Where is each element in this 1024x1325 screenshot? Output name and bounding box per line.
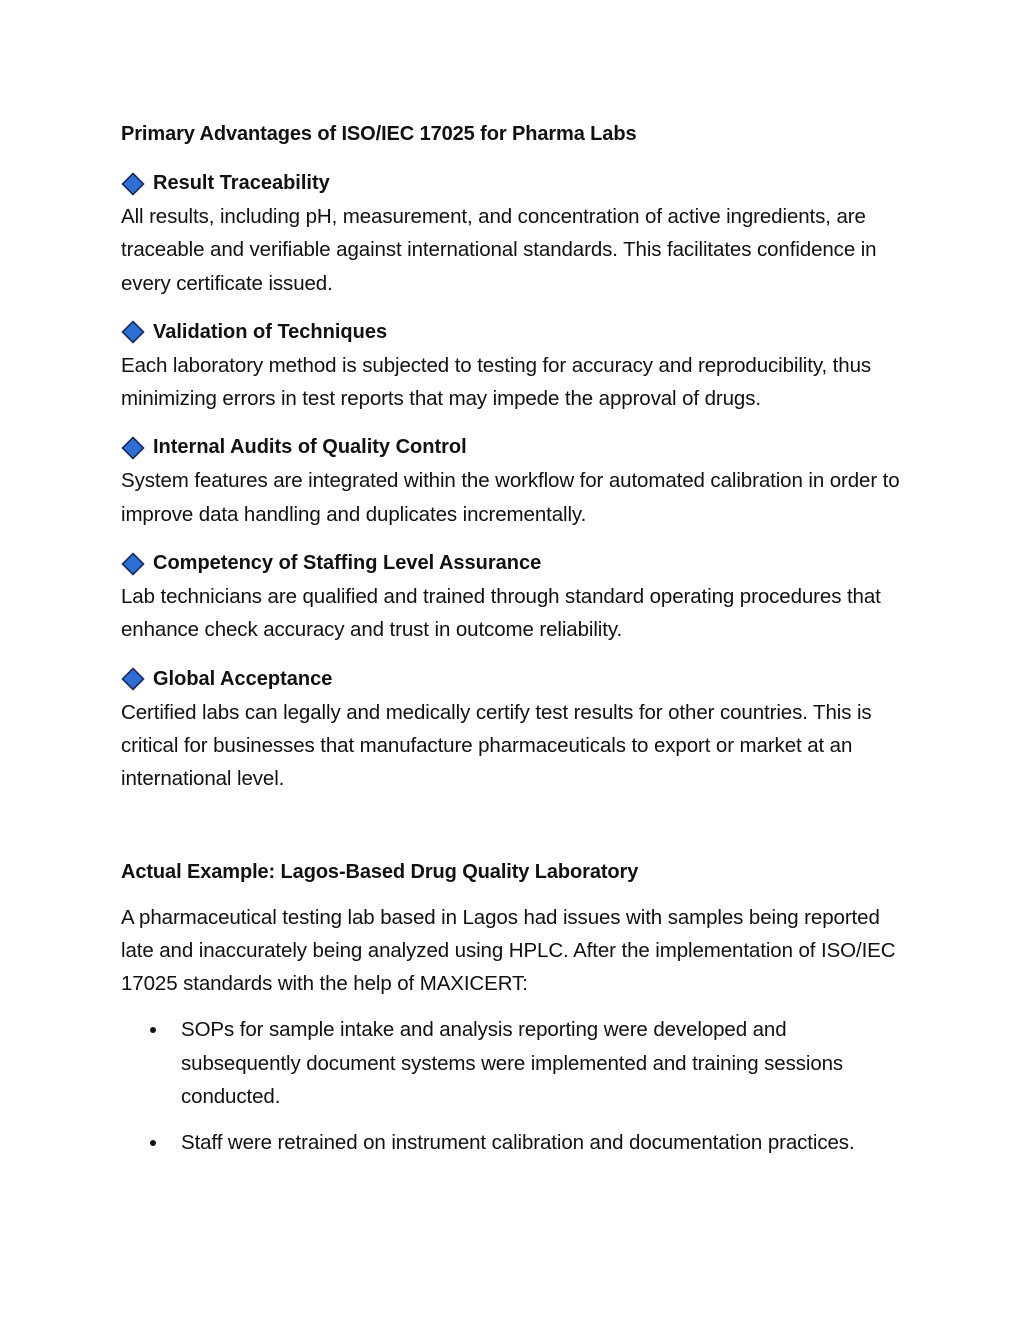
list-item-text: Staff were retrained on instrument calibration and documentation practices. — [181, 1131, 855, 1155]
blue-diamond-icon — [121, 172, 145, 196]
advantage-body: System features are integrated within the workflow for automated calibration in order to improve data handling and duplicates incrementally. — [121, 469, 900, 526]
blue-diamond-icon — [121, 320, 145, 344]
advantage-header — [121, 663, 911, 696]
advantages-heading: Primary Advantages of ISO/IEC 17025 for Pharma Labs — [121, 123, 637, 145]
example-heading: Actual Example: Lagos-Based Drug Quality Laboratory — [121, 860, 639, 883]
bullet-dot — [150, 1140, 156, 1146]
list-item — [121, 1126, 911, 1159]
blue-diamond-icon — [121, 436, 145, 460]
advantage-title: Result Traceability — [153, 172, 330, 194]
advantage-body: Each laboratory method is subjected to testing for accuracy and reproducibility, thus minimizing errors in test reports that may impede the approval of drugs. — [121, 353, 872, 411]
advantage-header — [121, 547, 911, 580]
advantage-item — [121, 431, 911, 531]
blue-diamond-icon — [121, 667, 145, 691]
advantage-title: Global Acceptance — [153, 667, 333, 690]
advantage-body: Lab technicians are qualified and trained through standard operating procedures that enhance check accuracy and trust in outcome reliability. — [121, 585, 881, 642]
advantage-title: Validation of Techniques — [153, 320, 388, 343]
document-page — [121, 118, 911, 1173]
advantage-item — [121, 167, 911, 300]
advantage-body: Certified labs can legally and medically certify test results for other countries. This is critical for businesses that manufacture pharmaceuticals to export or market at an international level. — [121, 700, 872, 791]
list-item-text: SOPs for sample intake and analysis reporting were developed and subsequently document systems were implemented and training sessions conducted. — [181, 1018, 844, 1109]
advantage-title: Competency of Staffing Level Assurance — [153, 552, 542, 575]
advantages-list — [121, 167, 911, 796]
advantage-item — [121, 547, 911, 647]
example-intro: A pharmaceutical testing lab based in Lagos had issues with samples being reported late and inaccurately being analyzed using HPLC. After the implementation of ISO/IEC 17025 standards with the help of MAXICERT: — [121, 905, 896, 996]
advantage-title: Internal Audits of Quality Control — [153, 436, 467, 459]
blue-diamond-icon — [121, 552, 145, 576]
advantage-item — [121, 663, 911, 796]
list-item — [121, 1013, 911, 1113]
advantage-header — [121, 431, 911, 464]
advantage-body: All results, including pH, measurement, and concentration of active ingredients, are traceable and verifiable against international standards. This facilitates confidence in every certificate issued. — [121, 205, 877, 295]
example-bullet-list — [121, 1013, 911, 1159]
bullet-dot — [150, 1027, 156, 1033]
advantage-header — [121, 316, 911, 349]
advantage-item — [121, 316, 911, 416]
advantage-header — [121, 167, 911, 200]
